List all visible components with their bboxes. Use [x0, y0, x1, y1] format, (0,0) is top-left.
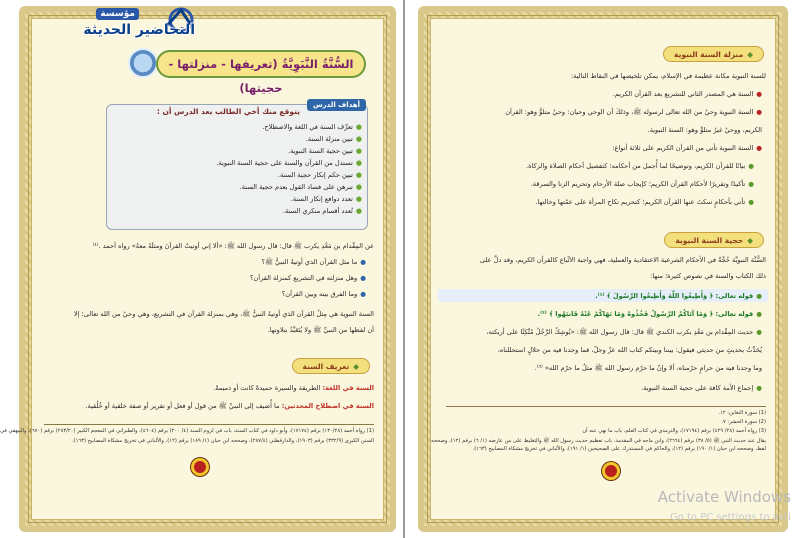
paragraph: ذلك الكتاب والسنة في نصوص كثيرة؛ منها: — [650, 272, 766, 280]
left-page — [0, 6, 396, 532]
goal-item: ● تُعدد أقسام منكري السنة. — [283, 207, 362, 215]
proof-item: ● قوله تعالى: ﴿ وَأَطِيعُوا اللَّهَ وَأَطِيعُوا الرَّسُولَ ﴾ ⁽¹⁾. — [595, 292, 762, 300]
goal-item: ● تستدل من القرآن والسنة على حجية السنة النبوية. — [216, 159, 362, 167]
brand-label: مؤسسة — [96, 8, 139, 20]
goals-intro: يتوقع منك أخي الطالب بعد الدرس أن : — [156, 107, 300, 116]
activation-watermark-title: Activate Windows — [657, 488, 791, 506]
proof-item: ● قوله تعالى: ﴿ وَمَا آتَاكُمُ الرَّسُولُ فَخُذُوهُ وَمَا نَهَاكُمْ عَنْهُ فَانتَهُوا ﴾ ⁽²⁾. — [538, 310, 762, 318]
definition-language — [213, 384, 374, 392]
section-tag-definition: ◆ تعريف السنة — [292, 358, 370, 374]
footnote: (1) سورة التغابن: ١٢. — [718, 410, 766, 416]
brand-logo — [21, 6, 201, 46]
status-point-cont: الكريم، ووحيٌ غيرُ متلوٍّ وهو: السنة النبوية. — [647, 126, 762, 134]
type-item: ● تأكيدًا وتقريرًا لأحكام القرآن الكريم؛ كإيجاب صلة الأرحام وتحريم الزنا والسرقة. — [531, 180, 754, 188]
paragraph: السُّنَّة النبويَّة حُجَّةٌ في الأحكام الشرعية الاعتقادية والعملية، فهي واجبة الاتِّباع كالقرآن الكريم، وقد دلَّ على — [479, 256, 766, 264]
goal-item: ● تبين حكم إنكار حجية السنة. — [278, 171, 362, 179]
goal-item: ● تعرِّف السنة في اللغة والاصطلاح. — [262, 123, 362, 131]
section-tag-proof: ◆ حجية السنة النبوية — [664, 232, 764, 248]
proof-item-cont: يُحَدَّثُ بحديثٍ من حديثي فيقول: بيننا وبينكم كتاب الله عزّ وجلّ، فما وجدنا فيه من حلالٍ استحللناه، — [497, 346, 762, 354]
question-item: ● وهل منزلته في التشريع كمنزلة القرآن؟ — [250, 274, 366, 282]
brand-name: التحاضير الحديثة — [83, 22, 195, 38]
proof-item: ● إجماع الأمة كافة على حجية السنة النبوية. — [641, 384, 762, 392]
question-item: ● ما مثل القرآن الذي أوتيهُ النبيُّ ﷺ؟ — [261, 258, 366, 268]
goal-item: ● تعدد دوافع إنكار السنة. — [291, 195, 362, 203]
hadith-text: عن المِقْدام بن مَعْدِ يكرب ﷺ قال: قال رسول الله ﷺ: «ألا إني أوتيتُ القرآنَ ومثلَهُ معهُ» رواه أحمد .⁽¹⁾ — [92, 242, 374, 250]
status-point: ● السنة هي المصدر الثاني للتشريع بعد القرآن الكريم. — [613, 90, 762, 98]
goal-item: ● تبرهن على فساد القول بعدم حجية السنة. — [240, 183, 362, 191]
footnote: السنن الكبرى (٣٣٢/٩) برقم (١٩٠٣)، والدارقطني (٢٨٧/٤)، وصححه ابن حبان (١/ ١٨٩) برقم (١٢)، والألباني في تخريج مشكاة المصابيح (١٦٣). — [71, 438, 374, 444]
footnote: لفظ، وصححه ابن حبان (١/ ١٩٠) برقم (١٢)، والحاكم في المستدرك على الصحيحين (١/ ١٩١)، والألباني في تخريج مشكاة المصابيح (١٦٣). — [472, 446, 766, 452]
footnote: (3) رواه أحمد (٢٨/ ٤٢٩) برقم (١٧١٩٤)، والترمذي في كتاب العلم، باب ما نهي عنه أن — [582, 428, 766, 434]
right-page — [418, 6, 788, 532]
definition-term — [85, 402, 374, 412]
goals-tag: أهداف الدرس — [307, 99, 366, 111]
definition-language-label: السنة في اللغة: — [322, 384, 374, 392]
definition-term-text: ما أُضيف إلى النبيِّ ﷺ من قول أو فعل أو تقرير أو صفة خلقية أو خُلُقية. — [85, 402, 280, 410]
question-item: ● وما الفرق بينه وبين القرآن؟ — [282, 290, 366, 298]
definition-language-text: الطريقة والسيرة حميدةً كانت أو ذميمةً. — [213, 384, 321, 392]
page-title: السُّنَّةُ النَّبَوِيَّةُ (تعريفها - منزلتها - حجيتها) — [156, 50, 366, 78]
definition-term-label: السنة في اصطلاح المحدثين: — [281, 402, 374, 410]
page-ornament-icon — [191, 458, 209, 476]
footnote-divider — [44, 424, 374, 425]
status-point: ● السنة النبوية وحيٌ من الله تعالى لرسوله ﷺ، وذلكَ أن الوحي وحيان: وحيٌ متلوٌّ وهو: القرآن — [505, 108, 762, 118]
footnote-divider — [446, 406, 766, 407]
footnote: يقال عند حديث النبي ﷺ (٥/ ٣٨) برقم (٢٦٦٤)، وابن ماجه في المقدمة، باب تعظيم حديث رسول الله ﷺ والتغليظ على من عارضه (١/ ٦) برقم (١٢)، وصححه — [431, 438, 766, 444]
goal-item: ● تبين حجية السنة النبوية. — [288, 147, 362, 155]
type-item: ● تأتي بأحكامٍ سكتَ عنها القرآن الكريم؛ كتحريم نكاح المرأة على عمّتها وخالتها. — [535, 198, 754, 206]
title-badge-icon — [128, 48, 158, 78]
paragraph: أن لفظها من النبيِّ ﷺ ولا يُتَعَبَّدُ بتلاوتها. — [267, 326, 374, 334]
paragraph: للسنة النبوية مكانة عظيمة في الإسلام، يمكن تلخيصها في النقاط التالية: — [570, 72, 766, 80]
proof-item: ● حديث المِقْدام بن مَعْدِ يكرب الكندي ﷺ قال: قال رسول الله ﷺ: «يُوشِكُ الرَّجُلُ مُتَّكِئًا على أريكته، — [486, 328, 762, 338]
book-gutter — [403, 0, 405, 538]
left-page-paper — [31, 18, 384, 520]
footnote: (1) رواه أحمد (١٣٠/٢٨) برقم (١٧١٧٤)، وأبو داود في كتاب السنة، باب في لزوم السنة (٤/ ٢٠٠) برقم (٤٦٠٤)، والطبراني في المعجم الكبير (٢٨٣/٢٠) برقم (٦٧٠)، والبيهقي في — [0, 428, 374, 434]
type-item: ● بيانًا للقرآن الكريم، وتوضيحًا لما أُجمل من أحكامه؛ كتفصيل أحكام الصلاة والزكاة. — [526, 162, 754, 170]
activation-watermark-sub: Go to PC settings to acti — [669, 512, 791, 523]
status-point: ● السنة النبوية تأتي من القرآن الكريم على ثلاثة أنواع: — [612, 144, 762, 152]
goal-item: ● تبين منزلة السنة. — [306, 135, 362, 143]
proof-item-cont: وما وجدنا فيه من حرامٍ حرّمناه، ألا وإنّ ما حرّم رسول الله ﷺ مثلُ ما حرّم الله» ⁽³⁾. — [534, 364, 762, 372]
section-tag-status: ◆ منزلة السنة النبوية — [663, 46, 764, 62]
footnote: (2) سورة الحشر: ٧. — [721, 419, 766, 425]
paragraph: السنة النبوية هي مِثلُ القرآن الذي أوتيهُ النبيُّ ﷺ، وهي بمنزلة القرآن في التشريع، وهي وحيٌ من الله تعالى؛ إلا — [73, 310, 374, 318]
page-ornament-icon — [602, 462, 620, 480]
